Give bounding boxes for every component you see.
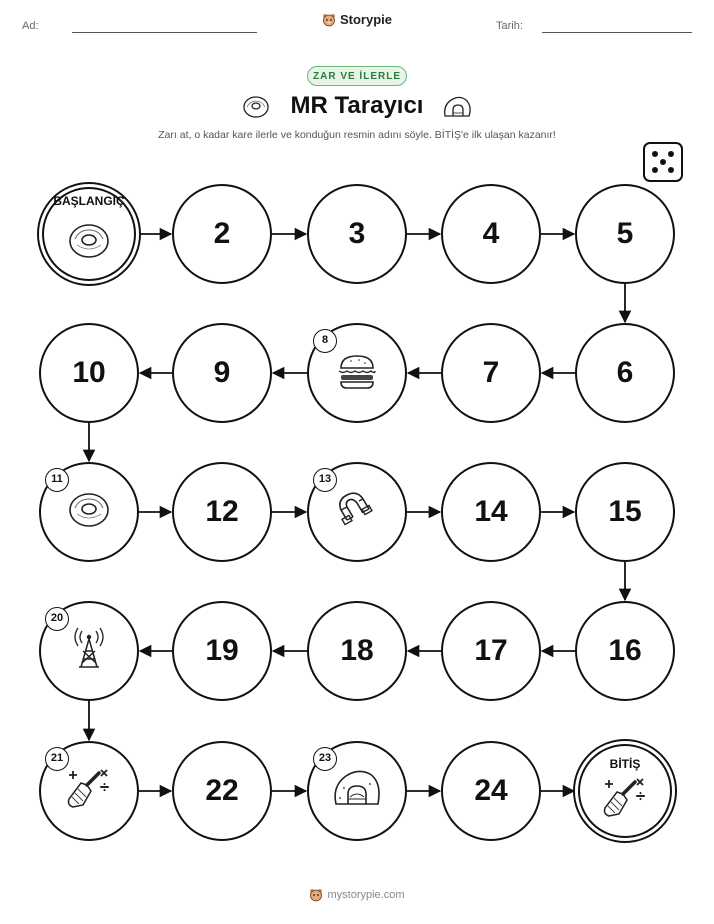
cell-number: 9	[213, 356, 231, 389]
cell-number: 15	[608, 495, 642, 528]
board-cell-1	[39, 184, 139, 284]
cell-number: 4	[482, 217, 500, 250]
board-cell-20	[39, 601, 139, 701]
burger-icon	[335, 351, 379, 396]
board-cell-5	[575, 184, 675, 284]
cell-number: 2	[213, 217, 231, 250]
cell-number: 6	[616, 356, 634, 389]
board-cell-24	[441, 741, 541, 841]
cell-number: 14	[474, 495, 508, 528]
board-cell-14	[441, 462, 541, 562]
date-label: Tarih:	[496, 20, 523, 32]
math-brush-icon	[601, 776, 649, 825]
board-cell-23	[307, 741, 407, 841]
board-cell-6	[575, 323, 675, 423]
board-cell-18	[307, 601, 407, 701]
cell-number-badge: 21	[45, 747, 69, 771]
board-cell-22	[172, 741, 272, 841]
storypie-mascot-icon	[309, 888, 323, 902]
board-cell-3	[307, 184, 407, 284]
board-cell-10	[39, 323, 139, 423]
board-cell-9	[172, 323, 272, 423]
cell-number: 5	[616, 217, 634, 250]
donut-icon	[67, 490, 111, 535]
cell-number-badge: 13	[313, 468, 337, 492]
board-cell-25	[575, 741, 675, 841]
instructions: Zarı at, o kadar kare ilerle ve konduğun resmin adını söyle. BİTİŞ'e ilk ulaşan kazanır!	[158, 129, 556, 141]
board-cell-12	[172, 462, 272, 562]
cell-number-badge: 11	[45, 468, 69, 492]
cell-number-badge: 8	[313, 329, 337, 353]
donut-icon	[67, 221, 111, 266]
stone-cave-icon	[332, 768, 382, 815]
cell-number: 16	[608, 634, 642, 667]
cell-number: 18	[340, 634, 374, 667]
name-label: Ad:	[22, 20, 39, 32]
math-brush-icon	[65, 767, 113, 816]
board-cell-11	[39, 462, 139, 562]
finish-label: BİTİŞ	[609, 757, 641, 771]
board-cell-4	[441, 184, 541, 284]
board-cell-19	[172, 601, 272, 701]
game-type-badge: ZAR VE İLERLE	[307, 66, 407, 86]
board-cell-8	[307, 323, 407, 423]
board-cell-7	[441, 323, 541, 423]
cell-number: 3	[348, 217, 366, 250]
board-cell-15	[575, 462, 675, 562]
board-cell-13	[307, 462, 407, 562]
board-cell-2	[172, 184, 272, 284]
board-cell-21	[39, 741, 139, 841]
start-label: BAŞLANGIÇ	[53, 194, 125, 208]
cell-number-badge: 20	[45, 607, 69, 631]
page-title: MR Tarayıcı	[290, 92, 424, 119]
cell-number-badge: 23	[313, 747, 337, 771]
cell-number: 12	[205, 495, 239, 528]
cell-number: 7	[482, 356, 500, 389]
cell-number: 19	[205, 634, 239, 667]
cell-number: 22	[205, 774, 239, 807]
footer-url[interactable]: mystorypie.com	[327, 889, 405, 901]
cell-number: 17	[474, 634, 508, 667]
cell-number: 24	[474, 774, 508, 807]
magnet-icon	[335, 490, 379, 535]
brand-name: Storypie	[339, 12, 392, 27]
board-cell-17	[441, 601, 541, 701]
footer	[0, 888, 714, 905]
cell-number: 10	[72, 356, 106, 389]
radio-tower-icon	[67, 627, 111, 676]
board-cell-16	[575, 601, 675, 701]
